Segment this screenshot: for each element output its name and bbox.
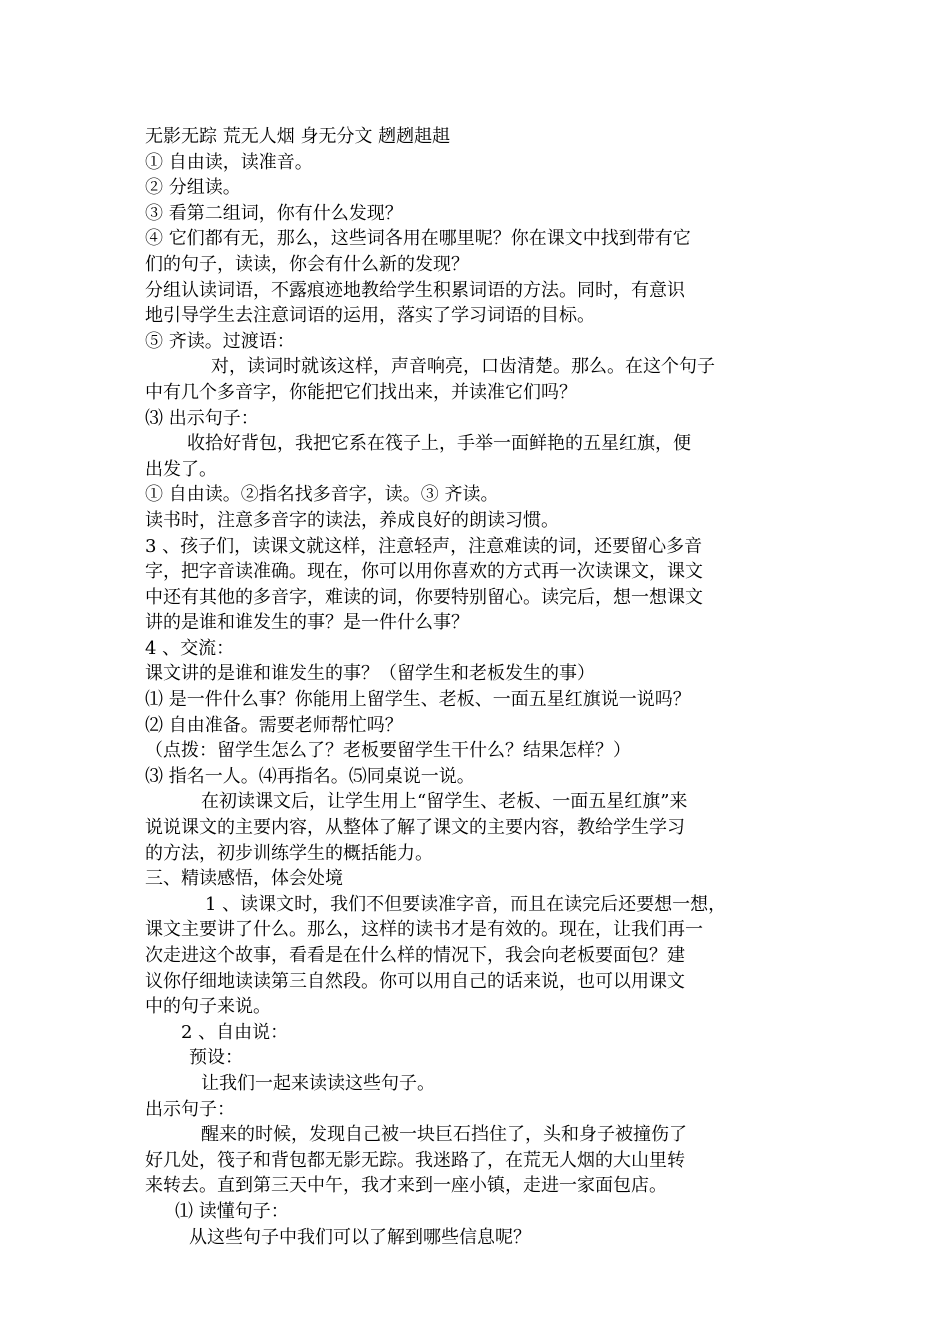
text-line: 1 、读课文时，我们不但要读准字音，而且在读完后还要想一想，	[205, 893, 727, 915]
text-line: 讲的是谁和谁发生的事？是一件什么事？	[145, 612, 469, 634]
text-line: 分组认读词语，不露痕迹地教给学生积累词语的方法。同时，有意识	[145, 279, 685, 301]
text-line: 课文讲的是谁和谁发生的事？（留学生和老板发生的事）	[145, 663, 595, 685]
text-line: 无影无踪 荒无人烟 身无分文 趔趔趄趄	[145, 126, 451, 147]
text-line: ④ 它们都有无，那么，这些词各用在哪里呢？你在课文中找到带有它	[145, 228, 691, 250]
text-line: 议你仔细地读读第三自然段。你可以用自己的话来说，也可以用课文	[145, 970, 685, 992]
text-line: 从这些句子中我们可以了解到哪些信息呢？	[189, 1226, 531, 1248]
text-line: 中有几个多音字，你能把它们找出来，并读准它们吗？	[145, 381, 577, 403]
text-line: ⑵ 自由准备。需要老师帮忙吗？	[145, 714, 403, 736]
text-line: 说说课文的主要内容，从整体了解了课文的主要内容，教给学生学习	[145, 817, 685, 839]
text-line: 的方法，初步训练学生的概括能力。	[145, 842, 433, 864]
text-line: ③ 看第二组词，你有什么发现？	[145, 202, 403, 224]
text-line: 预设：	[189, 1047, 243, 1069]
text-line: 让我们一起来读读这些句子。	[201, 1072, 435, 1094]
text-line: 字，把字音读准确。现在，你可以用你喜欢的方式再一次读课文，课文	[145, 561, 703, 583]
text-line: ⑴ 是一件什么事？你能用上留学生、老板、一面五星红旗说一说吗？	[145, 689, 691, 711]
text-line: （点拨：留学生怎么了？老板要留学生干什么？结果怎样？）	[145, 740, 631, 762]
text-line: ① 自由读。②指名找多音字，读。③ 齐读。	[145, 484, 499, 506]
text-line: 对，读词时就该这样，声音响亮，口齿清楚。那么。在这个句子	[211, 356, 715, 378]
text-line: 好几处，筏子和背包都无影无踪。我迷路了，在荒无人烟的大山里转	[145, 1149, 685, 1171]
text-line: 醒来的时候，发现自己被一块巨石挡住了，头和身子被撞伤了	[201, 1124, 687, 1146]
text-line: 出示句子：	[145, 1098, 235, 1120]
text-line: ⑤ 齐读。过渡语：	[145, 330, 295, 352]
text-line: 来转去。直到第三天中午，我才来到一座小镇，走进一家面包店。	[145, 1175, 667, 1197]
text-line: 们的句子，读读，你会有什么新的发现？	[145, 253, 469, 275]
text-line: 次走进这个故事，看看是在什么样的情况下，我会向老板要面包？建	[145, 945, 685, 966]
text-line: 在初读课文后，让学生用上“留学生、老板、一面五星红旗”来	[201, 791, 688, 813]
text-line: 中的句子来说。	[145, 996, 271, 1018]
text-line: 读书时，注意多音字的读法，养成良好的朗读习惯。	[145, 509, 559, 531]
text-line: ⑴ 读懂句子：	[175, 1200, 289, 1222]
text-line: 中还有其他的多音字，难读的词，你要特别留心。读完后，想一想课文	[145, 586, 703, 608]
text-line: ② 分组读。	[145, 177, 241, 199]
text-line: 4 、交流：	[145, 637, 235, 659]
text-line: 3 、孩子们，读课文就这样，注意轻声，注意难读的词，还要留心多音	[145, 535, 703, 557]
text-line: 课文主要讲了什么。那么，这样的读书才是有效的。现在，让我们再一	[145, 919, 703, 941]
text-line: ⑶ 指名一人。⑷再指名。⑸同桌说一说。	[145, 765, 475, 787]
text-line: 2 、自由说：	[181, 1021, 289, 1043]
document-body	[145, 124, 813, 1250]
text-line: ⑶ 出示句子：	[145, 407, 259, 429]
text-line: 收拾好背包，我把它系在筏子上，手举一面鲜艳的五星红旗，便	[187, 433, 691, 455]
text-line: 三、精读感悟，体会处境	[145, 868, 343, 890]
text-line: ① 自由读，读准音。	[145, 151, 313, 173]
text-line: 出发了。	[145, 458, 217, 480]
text-line: 地引导学生去注意词语的运用，落实了学习词语的目标。	[145, 305, 595, 327]
